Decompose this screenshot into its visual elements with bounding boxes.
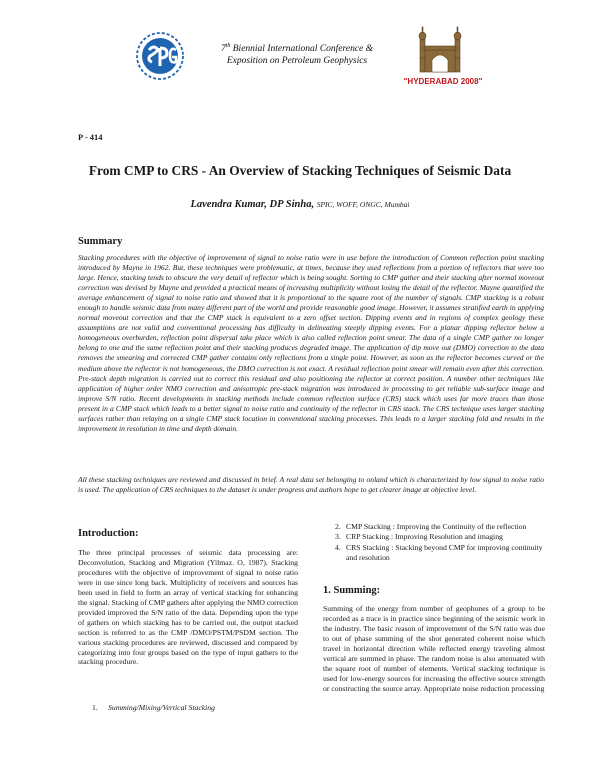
page-number: P - 414: [78, 132, 103, 142]
introduction-heading: Introduction:: [78, 528, 139, 539]
list-item: 1. Summing/Mixing/Vertical Stacking: [92, 703, 215, 712]
summary-paragraph-1: Stacking procedures with the objective of improvement of signal to noise ratio were in use before the introduction of Common reflection point stacking introduced by Mayne in 1962. But, these techniques were problematic, at times, because they used reflections from a portion of reflectors that were too large. Hence, stacking tends to obscure the very detail of reflector which is being sought. Sorting to CMP gather and their stacking after normal moveout correction was devised by Mayne and provided a practical means of increasing multiplicity without losing the detail of the reflector. Mayne quantified the average enhancement of signal to noise ratio and showed that it is proportional to the square root of the number of signals. CMP stacking is a robust enough to handle seismic data from many different part of the world and provide reasonable good image. However, it assumes stratified earth in applying normal moveout correction and that the CMP stack is equivalent to a zero offset section. Dipping events and in regions of complex geology these assumptions are not valid and conventional processing has difficulty in delineating steeply dipping events. For a planar dipping reflector below a homogeneous overburden, reflection point dispersal take place which is also called reflection point smear. The data of a single CMP gather no longer belong to one and the same reflection point and their stacking produces degraded image. The application of dip move out (DMO) correction to the data removes the smearing and corrected CMP gather contains only reflections from a single point. However, as soon as the reflector becomes curved or the medium above the reflector is not homogeneous, the DMO correction is not exact. A residual reflection point smear will remain even after this correction. Pre-stack depth migration is carried out to correct this residual and also positioning the reflector at correct position. A number other techniques like application of higher order NMO correction and anisotropic pre-stack migration was introduced in processing to get reliable sub-surface image and improve S/N ratio. Recent developments in stacking methods include common reflection surface (CRS) stack which uses far more traces than those present in a CMP stack which leads to a better signal to noise ratio and continuity of the reflector in CRS stack. The CRS technique uses larger stacking surfaces rather than relaying on a single CMP stack location in conventional stacking processes. This leads to a larger stacking fold and results in the improvement in resolution in time and depth domain.: [78, 253, 544, 433]
author-names: Lavendra Kumar, DP Sinha,: [190, 199, 315, 210]
summary-paragraph-2: All these stacking techniques are reviewed and discussed in brief. A real data set belonging to onland which is characterized by low signal to noise ratio is used. The application of CRS techniques to the dataset is under progress and authors hope to get clearer image at objective level.: [78, 475, 544, 495]
authors-line: [60, 199, 540, 210]
charminar-icon: [414, 24, 466, 74]
introduction-paragraph: The three principal processes of seismic data processing are: Deconvolution, Stacking and Migration (Yilmaz. O, 1987). Stacking procedures with the objective of improvement of signal to noise ratio were in use since long back. Multiplicity of receivers and sources has been used in field to form an array of vertical stacking for enhancing the signal. Stacking of CMP gathers after applying the NMO correction provided improved the S/N ratio of the data. Depending upon the type of gathers on which stacking has to be carried out, the output stacked section is referred to as the CMP /DMO/PSTM/PSDM section. The various stacking procedures are reviewed, discussed and compared by categorizing into four groups based on the type of input gathers to the stacking procedure.: [78, 548, 298, 667]
conference-line-2: Exposition on Petroleum Geophysics: [226, 56, 368, 67]
stacking-list-right: [323, 522, 545, 563]
list-item: 2. CMP Stacking : Improving the Continuity of the reflection: [335, 522, 527, 531]
stacking-list-left: [78, 703, 298, 712]
list-item: 3. CRP Stacking : Improving Resolution and imaging: [335, 532, 503, 542]
author-affiliation: SPIC, WOFF, ONGC, Mumbai: [316, 200, 410, 209]
paper-title: From CMP to CRS - An Overview of Stacking Techniques of Seismic Data: [88, 163, 512, 178]
summing-paragraph: Summing of the energy from number of geophones of a group to be recorded as a trace is in practice since beginning of the seismic work in the industry. The basic reason of improvement of the S/N ratio was due to out of phase summing of the shot generated coherent noise which travel in horizontal direction while reflected energy traveling almost vertical are summed in phase. The random noise is also attenuated with the square root of number of elements. Vertical stacking technique is used for low-energy sources for increasing the effective source strength or constructing the source array. Appropriate noise reduction processing: [323, 604, 545, 693]
spg-logo-icon: [134, 30, 186, 82]
summary-heading: Summary: [78, 236, 123, 247]
summing-heading: 1. Summing:: [323, 585, 381, 596]
conference-line-1: 7th Biennial International Conference &: [220, 43, 374, 55]
list-item: 4. CRS Stacking : Stacking beyond CMP for improving continuity and resolution: [335, 542, 543, 562]
city-badge: "HYDERABAD 2008": [403, 77, 483, 86]
conference-title: [192, 40, 402, 67]
